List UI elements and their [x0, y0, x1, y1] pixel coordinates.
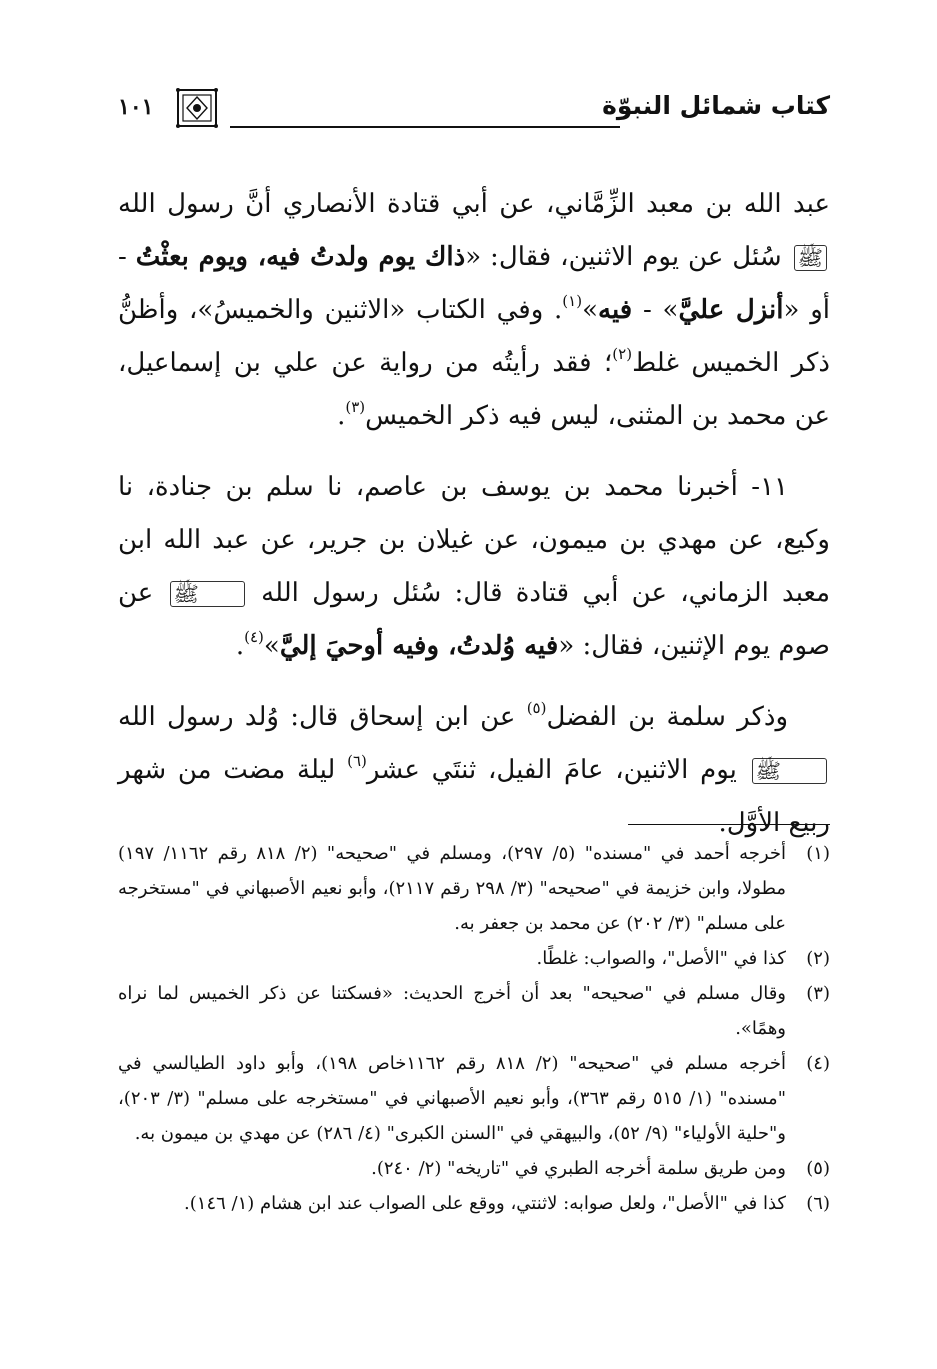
footnote-number: (٢) — [806, 948, 830, 969]
footnote-ref: (٥) — [526, 699, 547, 717]
footnote-text: كذا في "الأصل"، والصواب: غلطًا. — [536, 948, 786, 969]
header-rule — [230, 126, 620, 128]
footnote-text: أخرجه أحمد في "مسنده" (٥/ ٢٩٧)، ومسلم في "صحيحه" (٢/ ٨١٨ رقم ١١٦٢/ ١٩٧) مطولا، وابن خزيمة في "صحيحه" (٣/ ٢٩٨ رقم ٢١١٧)، وأبو نعيم الأصبهاني في "مستخرجه على مسلم" (٣/ ٢٠٢) عن محمد بن جعفر به. — [118, 843, 786, 934]
footnote-ref: (٢) — [612, 345, 633, 363]
paragraph-hadith-11: ١١- أخبرنا محمد بن يوسف بن عاصم، نا سلم بن جنادة، نا وكيع، عن مهدي بن ميمون، عن غيلان بن جرير، عن عبد الله ابن معبد الزماني، عن أبي قتادة قال: سُئل رسول الله ﷺ عن صوم يوم الإثنين، فقال: «فيه وُلدتُ، وفيه أوحيَ إليَّ»$^{(٤)}$. — [118, 472, 831, 661]
salutation-glyph: ﷺ — [170, 581, 245, 607]
footnote-item — [118, 836, 830, 941]
footnote-ref: (٦) — [347, 752, 367, 770]
footnote-text: ومن طريق سلمة أخرجه الطبري في "تاريخه" (٢/ ٢٤٠). — [371, 1158, 786, 1179]
paragraph-3: وذكر سلمة بن الفضل$^{(٥)}$ عن ابن إسحاق قال: وُلد رسول الله ﷺ يوم الاثنين، عامَ الفيل، ثنتَي عشر$^{(٦)}$ ليلة مضت من شهر ربيع الأوَّل. — [118, 699, 830, 838]
footnote-number: (٣) — [806, 983, 830, 1004]
footnote-text: كذا في "الأصل"، ولعل صوابه: لاثنتي، ووقع على الصواب عند ابن هشام (١/ ١٤٦). — [184, 1193, 786, 1214]
square-arabesque-ornament-icon — [174, 88, 220, 128]
footnote-ref: (٣) — [345, 398, 366, 416]
footnote-ref: (١) — [562, 292, 583, 310]
salutation-glyph: ﷺ — [752, 758, 827, 784]
footnote-number: (٦) — [806, 1193, 830, 1214]
paragraph-1: عبد الله بن معبد الزِّمَّاني، عن أبي قتادة الأنصاري أنَّ رسول الله ﷺ سُئل عن يوم الاثنين، فقال: «ذاك يوم ولدتُ فيه، ويوم بعثْتُ - أو «أنزل عليَّ» - فيه»$^{(١)}$. وفي الكتاب «الاثنين والخميسُ»، وأظنُّ ذكر الخميس غلط$^{(٢)}$؛ فقد رأيتُه من رواية عن علي بن إسماعيل، عن محمد بن المثنى، ليس فيه ذكر الخميس$^{(٣)}$. — [118, 189, 831, 431]
footnote-number: (٥) — [806, 1158, 830, 1179]
running-header — [118, 88, 830, 132]
footnote-item — [118, 1151, 830, 1186]
footnote-text: وقال مسلم في "صحيحه" بعد أن أخرج الحديث: «فسكتنا عن ذكر الخميس لما نراه وهمًا». — [118, 983, 786, 1039]
footnote-item — [118, 976, 830, 1046]
salutation-glyph: ﷺ — [794, 245, 827, 271]
footnote-item — [118, 1046, 830, 1151]
footnote-item — [118, 1186, 830, 1221]
footnote-text: أخرجه مسلم في "صحيحه" (٢/ ٨١٨ رقم ١١٦٢خاص ١٩٨)، وأبو داود الطيالسي في "مسنده" (١/ ٥١٥ رقم ٣٦٣)، وأبو نعيم الأصبهاني في "مستخرجه على مسلم" (٣/ ٢٠٣)، و"حلية الأولياء" (٩/ ٥٢)، والبيهقي في "السنن الكبرى" (٤/ ٢٨٦) عن مهدي بن ميمون به. — [118, 1053, 786, 1144]
page-number: ١٠١ — [118, 94, 154, 120]
footnote-number: (١) — [806, 843, 830, 864]
main-text — [118, 178, 830, 868]
footnote-number: (٤) — [806, 1053, 830, 1074]
footnote-ref: (٤) — [244, 628, 264, 646]
book-title: كتاب شمائل النبوّة — [602, 91, 830, 120]
footnote-separator — [628, 824, 830, 825]
footnote-item — [118, 941, 830, 976]
footnotes — [118, 836, 830, 1221]
